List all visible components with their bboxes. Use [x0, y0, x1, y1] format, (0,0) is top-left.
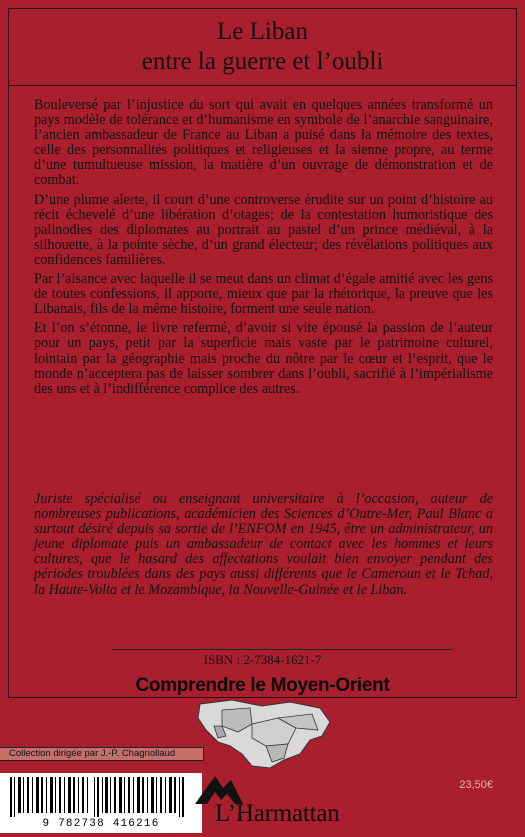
- title-line-2: entre la guerre et l’oubli: [141, 48, 384, 75]
- title-block: [8, 8, 517, 86]
- blurb-paragraph: Bouleversé par l’injustice du sort qui avait en quelques années transformé un pays modèle de tolérance et d’humanisme en symbole de l’anarchie sanguinaire, l’ancien ambassadeur de France au Liban a puisé dans la mémoire des textes, celle des personnalités politiques et religieuses et la sienne propre, au terme d’une tumultueuse mission, la matière d’un ouvrage de démonstration et de combat.: [34, 97, 493, 189]
- middle-east-map-icon: [192, 696, 335, 771]
- divider: [112, 649, 452, 650]
- price: 23,50€: [459, 779, 493, 791]
- collection-band: Collection dirigée par J.-P. Chagnollaud: [0, 747, 204, 761]
- blurb-paragraph: D’une plume alerte, il court d’une controverse érudite sur un point d’histoire au récit échevelé d’une libération d’otages; de la contestation humoristique des palinodies des diplomates au portrait au pastel d’un prince médiéval, à la silhouette, à la pointe sèche, d’un grand électeur; des révélations politiques aux confidences familières.: [34, 191, 493, 268]
- title-line-1: Le Liban: [217, 18, 308, 45]
- isbn: ISBN : 2-7384-1621-7: [203, 652, 322, 667]
- barcode-icon: [0, 773, 202, 833]
- author-bio: Juriste spécialisé ou enseignant universitaire à l’occasion, auteur de nombreuses publications, académicien des Sciences d’Outre-Mer, Paul Blanc a surtout désiré depuis sa sortie de l’ENFOM en 1945, être un administrateur, un jeune diplomate puis un ambassadeur de contact avec les hommes et leurs cultures, que le hasard des affectations voulait bien envoyer pendant des périodes troublées dans des pays aussi différents que le Cameroun et le Tchad, la Haute-Volta et le Mozambique, la Nouvelle-Guinée et le Liban.: [34, 491, 493, 598]
- blurb-text: [34, 98, 493, 401]
- publisher-name: L’Harmattan: [215, 800, 340, 827]
- series-title: Comprendre le Moyen-Orient: [135, 675, 390, 696]
- blurb-paragraph: Et l’on s’étonne, le livre refermé, d’avoir si vite épousé la passion de l’auteur pour un pays, petit par la superficie mais vaste par le patrimoine culturel, lointain par la géographie mais proche du nôtre par le cœur et l’esprit, que le monde n’acceptera pas de laisser sombrer dans l’oubli, sacrifié à l’impérialisme des uns et à l’indifférence complice des autres.: [34, 320, 493, 397]
- barcode-number: 9 782738 416216: [42, 818, 160, 830]
- blurb-paragraph: Par l’aisance avec laquelle il se meut dans un climat d’égale amitié avec les gens de toutes confessions, il apporte, mieux que par la rhétorique, la preuve que les Libanais, fils de la même histoire, forment une seule nation.: [34, 271, 493, 318]
